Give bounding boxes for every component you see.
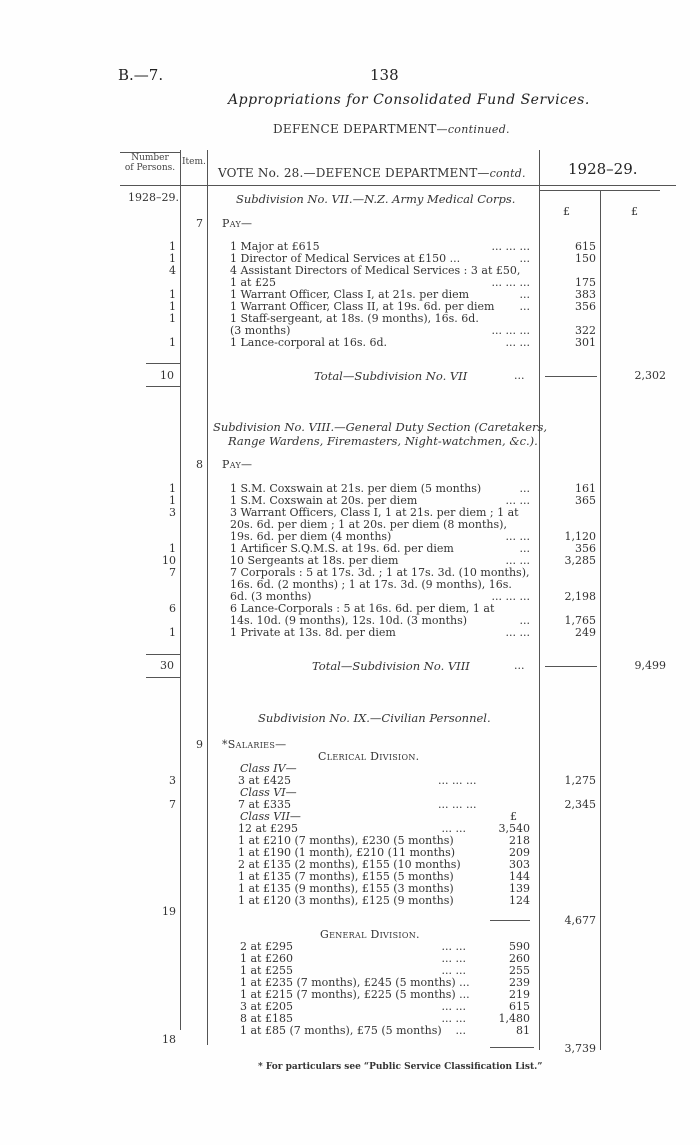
- sub7-row-value: 150: [575, 252, 596, 265]
- footnote: * For particulars see “Public Service Classification List.”: [258, 1062, 543, 1072]
- sub7-row-persons: 1: [169, 336, 176, 349]
- sub8-row-persons: 1: [169, 542, 176, 555]
- year-header: 1928–29.: [568, 160, 638, 178]
- sub8-row-value: 249: [575, 626, 596, 639]
- general-row-text: 8 at £185: [240, 1012, 293, 1025]
- sub7-total-persons: 10: [160, 369, 174, 382]
- general-row-text: 2 at £295: [240, 940, 293, 953]
- sub9-salaries: *Salaries—: [222, 738, 287, 751]
- sub8-row-text: 3 Warrant Officers, Class I, 1 at 21s. per diem ; 1 at: [230, 506, 519, 519]
- class4-persons: 3: [169, 774, 176, 787]
- sub8-row-dots: ... ... ...: [491, 590, 530, 603]
- sub9-title: Subdivision No. IX.—Civilian Personnel.: [258, 711, 491, 725]
- sub8-row-dots: ... ...: [505, 530, 530, 543]
- page-title: Appropriations for Consolidated Fund Services.: [228, 92, 590, 108]
- class7-row-dots: ... ...: [441, 822, 466, 835]
- general-row-dots: ... ...: [441, 940, 466, 953]
- sub8-row-text: 7 Corporals : 5 at 17s. 3d. ; 1 at 17s. 3d. (10 months),: [230, 566, 530, 579]
- sub8-row-text: 20s. 6d. per diem ; 1 at 20s. per diem (8 months),: [230, 518, 507, 531]
- general-row-value: 81: [516, 1024, 530, 1037]
- sub8-row-text: 1 Artificer S.Q.M.S. at 19s. 6d. per diem: [230, 542, 454, 555]
- sub7-row-text: 1 Lance-corporal at 16s. 6d.: [230, 336, 388, 349]
- sub8-row-persons: 3: [169, 506, 176, 519]
- class4-line: 3 at £425: [238, 774, 291, 787]
- sub7-row-value: 175: [575, 276, 596, 289]
- sub7-row-dots: ... ... ...: [491, 240, 530, 253]
- sub7-row-text: 4 Assistant Directors of Medical Services : 3 at £50,: [230, 264, 521, 277]
- sub8-pay: Pay—: [222, 458, 253, 471]
- general-persons: 18: [162, 1033, 176, 1046]
- general-row-value: 219: [509, 988, 530, 1001]
- persons-header-line1: Number: [131, 153, 169, 163]
- sub7-persons-rule: [146, 363, 180, 364]
- sub8-title-2: Range Wardens, Firemasters, Night-watchmen, &c.).: [228, 434, 538, 448]
- general-subtotal-rule: [490, 1047, 534, 1048]
- general-row-value: 590: [509, 940, 530, 953]
- class6-line: 7 at £335: [238, 798, 291, 811]
- sub8-row-text: 6d. (3 months): [230, 590, 312, 603]
- sub8-row-dots: ... ...: [505, 554, 530, 567]
- sub8-total-value: 9,499: [634, 659, 666, 672]
- class6-heading: Class VI—: [240, 786, 297, 799]
- page-ref: B.—7.: [118, 66, 164, 84]
- sub8-row-text: 1 S.M. Coxswain at 20s. per diem: [230, 494, 418, 507]
- sub7-row-text: 1 Director of Medical Services at £150 ...: [230, 252, 461, 265]
- general-total: 3,739: [564, 1042, 596, 1055]
- header-rule: [120, 185, 676, 186]
- sub7-row-text: 1 Warrant Officer, Class I, at 21s. per diem: [230, 288, 470, 301]
- class7-row-text: 12 at £295: [238, 822, 298, 835]
- general-row-value: 239: [509, 976, 530, 989]
- sub8-item: 8: [196, 458, 203, 471]
- sub7-row-text: 1 Warrant Officer, Class II, at 19s. 6d. per diem: [230, 300, 495, 313]
- sub8-row-text: 16s. 6d. (2 months) ; 1 at 17s. 3d. (9 months), 16s.: [230, 578, 512, 591]
- sub8-total-dots: ...: [514, 659, 525, 672]
- department-heading: [273, 122, 510, 136]
- sub7-row-value: 301: [575, 336, 596, 349]
- sub8-row-value: 365: [575, 494, 596, 507]
- sub8-row-dots: ... ...: [505, 626, 530, 639]
- sub9-clerical-heading: Clerical Division.: [318, 750, 420, 763]
- sub8-title-1: Subdivision No. VIII.—General Duty Section (Caretakers,: [213, 420, 548, 434]
- sub8-row-text: 14s. 10d. (9 months), 12s. 10d. (3 months): [230, 614, 468, 627]
- sub8-row-text: 10 Sergeants at 18s. per diem: [230, 554, 399, 567]
- persons-year: 1928–29.: [128, 191, 179, 204]
- class7-persons: 19: [162, 905, 176, 918]
- general-row-dots: ... ...: [441, 1000, 466, 1013]
- sub8-row-persons: 10: [162, 554, 176, 567]
- col-line-item: [207, 150, 208, 1045]
- sub8-row-value: 3,285: [564, 554, 596, 567]
- sub7-row-dots: ...: [519, 300, 530, 313]
- class7-row-value: 124: [509, 894, 530, 907]
- general-row-text: 1 at £85 (7 months), £75 (5 months): [240, 1024, 442, 1037]
- sub7-row-text: 1 Major at £615: [230, 240, 320, 253]
- sub8-amount-rule: [545, 666, 597, 667]
- sub8-row-persons: 6: [169, 602, 176, 615]
- sub7-item: 7: [196, 217, 203, 230]
- sub8-row-text: 1 S.M. Coxswain at 21s. per diem (5 months): [230, 482, 482, 495]
- class4-heading: Class IV—: [240, 762, 297, 775]
- sub8-row-text: 19s. 6d. per diem (4 months): [230, 530, 392, 543]
- vote-header: [218, 166, 526, 180]
- sub8-persons-rule: [146, 654, 180, 655]
- sub8-row-persons: 7: [169, 566, 176, 579]
- general-row-text: 1 at £215 (7 months), £225 (5 months) ...: [240, 988, 470, 1001]
- sub7-row-text: (3 months): [230, 324, 291, 337]
- sub8-row-value: 1,120: [564, 530, 596, 543]
- page-number: 138: [370, 66, 399, 84]
- sub8-row-dots: ...: [519, 614, 530, 627]
- sub7-row-persons: 1: [169, 300, 176, 313]
- sub7-row-dots: ...: [519, 288, 530, 301]
- general-row-text: 1 at £235 (7 months), £245 (5 months) ...: [240, 976, 470, 989]
- item-header: Item.: [182, 157, 206, 167]
- general-row-dots: ... ...: [441, 1012, 466, 1025]
- class7-row-value: 144: [509, 870, 530, 883]
- sub8-row-persons: 1: [169, 626, 176, 639]
- col-line-amount: [600, 190, 601, 1050]
- vote-header-label: VOTE No. 28.—DEFENCE DEPARTMENT—: [218, 166, 490, 180]
- class7-row-text: 1 at £210 (7 months), £230 (5 months): [238, 834, 454, 847]
- general-row-text: 1 at £255: [240, 964, 293, 977]
- persons-header: [122, 153, 178, 173]
- sub7-row-value: 356: [575, 300, 596, 313]
- class7-row-value: 139: [509, 882, 530, 895]
- sub8-row-value: 161: [575, 482, 596, 495]
- sub7-total-value: 2,302: [634, 369, 666, 382]
- sub7-amount-rule: [545, 376, 597, 377]
- class6-persons: 7: [169, 798, 176, 811]
- sub7-row-dots: ...: [519, 252, 530, 265]
- sub8-row-value: 2,198: [564, 590, 596, 603]
- sub8-row-text: 6 Lance-Corporals : 5 at 16s. 6d. per diem, 1 at: [230, 602, 495, 615]
- sub8-row-dots: ... ...: [505, 494, 530, 507]
- sub7-row-text: 1 Staff-sergeant, at 18s. (9 months), 16s. 6d.: [230, 312, 479, 325]
- header-top-rule: [120, 152, 180, 153]
- sub7-total-label: Total—Subdivision No. VII: [314, 369, 468, 383]
- general-row-value: 1,480: [498, 1012, 530, 1025]
- general-row-dots: ... ...: [441, 952, 466, 965]
- class4-value: 1,275: [564, 774, 596, 787]
- sub7-row-dots: ... ... ...: [491, 324, 530, 337]
- class6-value: 2,345: [564, 798, 596, 811]
- sub7-row-persons: 1: [169, 312, 176, 325]
- sub7-row-text: 1 at £25: [230, 276, 276, 289]
- sub8-persons-rule-2: [146, 677, 180, 678]
- sub8-total-label: Total—Subdivision No. VIII: [312, 659, 470, 673]
- sub7-persons-rule-2: [146, 386, 180, 387]
- general-row-text: 1 at £260: [240, 952, 293, 965]
- sub7-title: Subdivision No. VII.—N.Z. Army Medical Corps.: [236, 192, 516, 206]
- sub8-row-dots: ...: [519, 542, 530, 555]
- pound-sign-2: £: [631, 205, 638, 218]
- sub7-row-persons: 1: [169, 240, 176, 253]
- general-row-dots: ... ...: [441, 964, 466, 977]
- sub7-row-dots: ... ...: [505, 336, 530, 349]
- vote-header-cont: contd.: [489, 167, 526, 180]
- persons-header-line2: of Persons.: [124, 163, 176, 173]
- sub9-item: 9: [196, 738, 203, 751]
- sub8-row-value: 356: [575, 542, 596, 555]
- sub7-row-value: 322: [575, 324, 596, 337]
- class7-pound: £: [510, 810, 517, 823]
- class7-row-value: 3,540: [498, 822, 530, 835]
- department-cont: —continued.: [436, 123, 510, 136]
- department-label: DEFENCE DEPARTMENT: [273, 122, 437, 136]
- class7-row-value: 218: [509, 834, 530, 847]
- sub8-row-text: 1 Private at 13s. 8d. per diem: [230, 626, 396, 639]
- sub8-row-persons: 1: [169, 494, 176, 507]
- class7-row-text: 1 at £135 (7 months), £155 (5 months): [238, 870, 454, 883]
- col-line-persons: [180, 150, 181, 1030]
- sub7-pay: Pay—: [222, 217, 253, 230]
- sub7-total-dots: ...: [514, 369, 525, 382]
- general-row-dots: ...: [455, 1024, 466, 1037]
- general-heading: General Division.: [320, 928, 420, 941]
- sub7-row-value: 615: [575, 240, 596, 253]
- sub8-row-dots: ...: [519, 482, 530, 495]
- class7-heading: Class VII—: [240, 810, 301, 823]
- general-row-value: 255: [509, 964, 530, 977]
- class7-row-value: 209: [509, 846, 530, 859]
- sub8-row-value: 1,765: [564, 614, 596, 627]
- sub8-total-persons: 30: [160, 659, 174, 672]
- class7-row-text: 2 at £135 (2 months), £155 (10 months): [238, 858, 461, 871]
- general-row-value: 615: [509, 1000, 530, 1013]
- general-row-value: 260: [509, 952, 530, 965]
- class4-dots: ... ... ...: [438, 774, 477, 787]
- general-row-text: 3 at £205: [240, 1000, 293, 1013]
- class7-row-text: 1 at £135 (9 months), £155 (3 months): [238, 882, 454, 895]
- sub7-row-persons: 4: [169, 264, 176, 277]
- class7-row-text: 1 at £190 (1 month), £210 (11 months): [238, 846, 456, 859]
- sub8-row-persons: 1: [169, 482, 176, 495]
- sub7-row-dots: ... ... ...: [491, 276, 530, 289]
- class6-dots: ... ... ...: [438, 798, 477, 811]
- sub7-row-persons: 1: [169, 288, 176, 301]
- sub7-row-persons: 1: [169, 252, 176, 265]
- class7-row-value: 303: [509, 858, 530, 871]
- class7-subtotal-rule: [490, 920, 530, 921]
- sub7-row-value: 383: [575, 288, 596, 301]
- class7-row-text: 1 at £120 (3 months), £125 (9 months): [238, 894, 454, 907]
- class7-total: 4,677: [564, 914, 596, 927]
- pound-sign-1: £: [563, 205, 570, 218]
